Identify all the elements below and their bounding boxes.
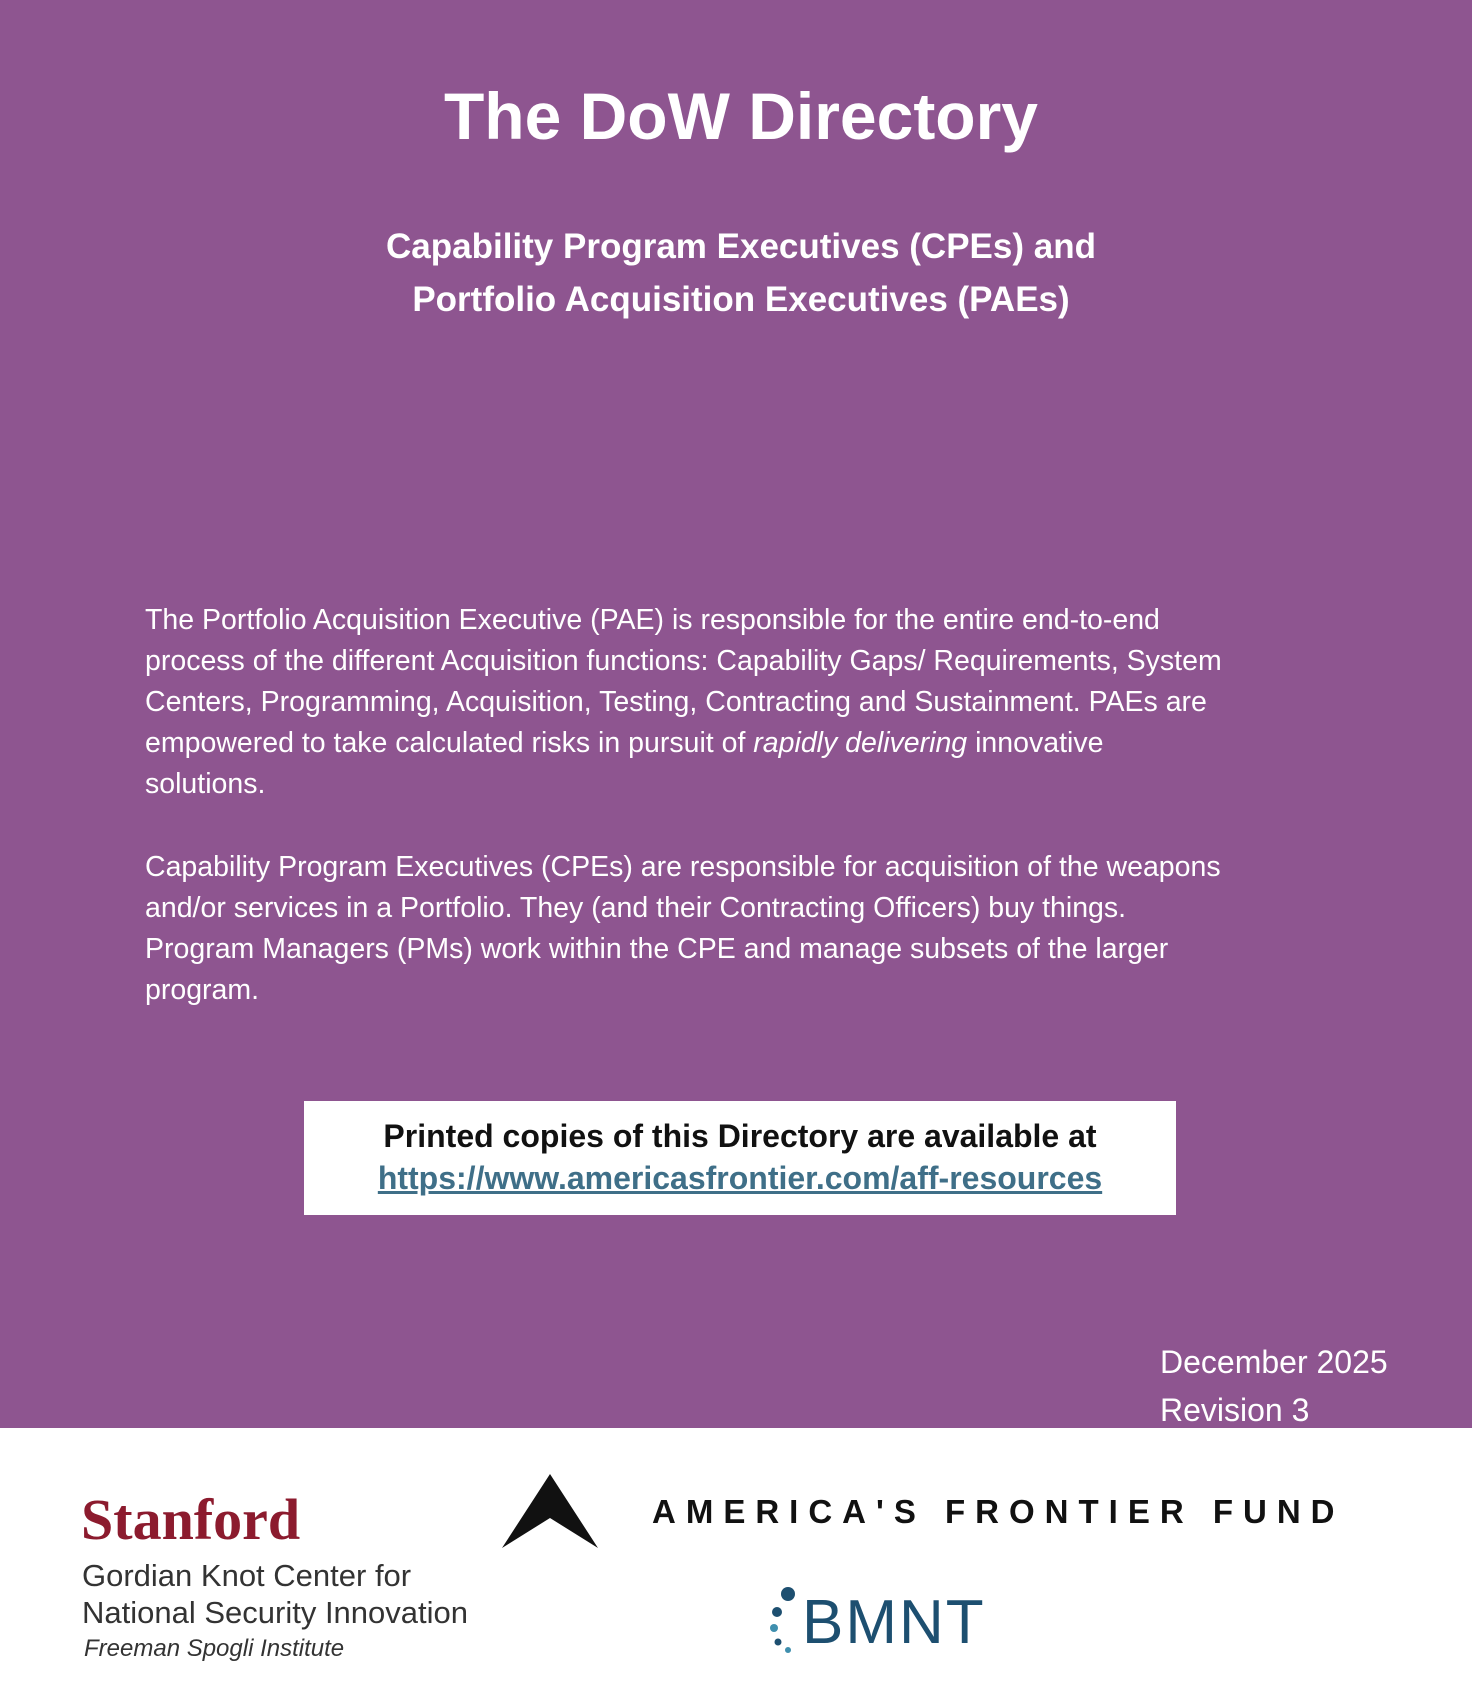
paragraph-line: program.: [145, 974, 260, 1006]
gordian-knot-line: National Security Innovation: [82, 1595, 469, 1630]
subtitle-line: Capability Program Executives (CPEs) and: [386, 227, 1096, 266]
americas-frontier-fund-logo: AMERICA'S FRONTIER FUND: [652, 1493, 1345, 1530]
gordian-knot-center: [82, 1557, 468, 1631]
page-edge: [1472, 0, 1482, 1428]
paragraph-line: process of the different Acquisition functions: Capability Gaps/ Requirements, System: [145, 645, 1222, 677]
cpe-description: [145, 847, 1345, 1011]
stanford-logo: Stanford: [81, 1487, 301, 1552]
subtitle-line: Portfolio Acquisition Executives (PAEs): [412, 280, 1070, 319]
page-title: The DoW Directory: [443, 79, 1039, 153]
paragraph-text: empowered to take calculated risks in pursuit of: [145, 727, 754, 759]
date-block: [1160, 1338, 1388, 1434]
emphasis-text: rapidly delivering: [753, 727, 968, 759]
print-notice-text: Printed copies of this Directory are available at: [383, 1118, 1097, 1154]
paragraph-line: Centers, Programming, Acquisition, Testing, Contracting and Sustainment. PAEs are: [145, 686, 1207, 718]
paragraph-line: Program Managers (PMs) work within the CPE and manage subsets of the larger: [145, 933, 1169, 965]
gordian-knot-line: Gordian Knot Center for: [82, 1558, 412, 1593]
revision-label: Revision 3: [1160, 1392, 1310, 1428]
aff-arrow-icon: [502, 1474, 598, 1550]
bmnt-dots-icon: [766, 1586, 798, 1656]
paragraph-text: innovative: [967, 727, 1104, 759]
paragraph-line: [145, 723, 1345, 764]
page-subtitle: [0, 220, 1482, 326]
paragraph-line: The Portfolio Acquisition Executive (PAE) is responsible for the entire end-to-end: [145, 604, 1160, 636]
bmnt-logo: BMNT: [802, 1588, 986, 1657]
paragraph-line: solutions.: [145, 768, 266, 800]
freeman-spogli-institute: Freeman Spogli Institute: [84, 1635, 345, 1662]
print-notice-box: [304, 1101, 1176, 1215]
publication-date: December 2025: [1160, 1344, 1388, 1380]
pae-description: [145, 600, 1345, 805]
paragraph-line: and/or services in a Portfolio. They (and their Contracting Officers) buy things.: [145, 892, 1127, 924]
resources-link[interactable]: https://www.americasfrontier.com/aff-resources: [377, 1160, 1103, 1196]
paragraph-line: Capability Program Executives (CPEs) are responsible for acquisition of the weapons: [145, 851, 1221, 883]
